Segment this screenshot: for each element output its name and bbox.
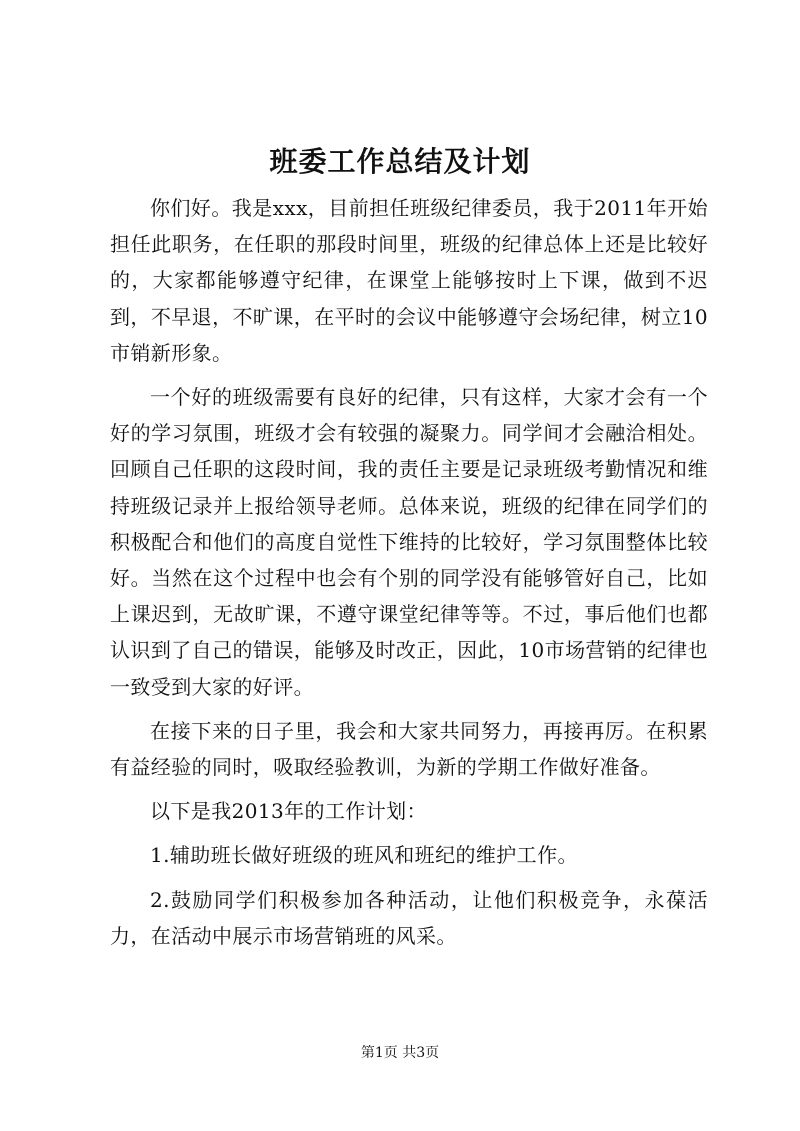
paragraph-plan-heading: 以下是我2013年的工作计划： <box>150 799 427 824</box>
paragraph-next-steps: 在接下来的日子里，我会和大家共同努力，再接再厉。在积累有益经验的同时，吸取经验教训，为新的学期工作做好准备。 <box>110 718 708 780</box>
plan-item-2: 2.鼓励同学们积极参加各种活动，让他们积极竞争，永葆活力，在活动中展示市场营销班的风采。 <box>110 887 708 948</box>
document-title: 班委工作总结及计划 <box>269 145 531 178</box>
plan-item-1: 1.辅助班长做好班级的班风和班纪的维护工作。 <box>150 843 578 868</box>
paragraph-introduction: 你们好。我是xxx，目前担任班级纪律委员，我于2011年开始担任此职务，在任职的那段时间里，班级的纪律总体上还是比较好的，大家都能够遵守纪律，在课堂上能够按时上下课，做到不迟到，不早退，不旷课，在平时的会议中能够遵守会场纪律，树立10市销新形象。 <box>110 196 708 365</box>
paragraph-discipline-review: 一个好的班级需要有良好的纪律，只有这样，大家才会有一个好的学习氛围，班级才会有较强的凝聚力。同学间才会融洽相处。回顾自己任职的这段时间，我的责任主要是记录班级考勤情况和维持班级记录并上报给领导老师。总体来说，班级的纪律在同学们的积极配合和他们的高度自觉性下维持的比较好，学习氛围整体比较好。当然在这个过程中也会有个别的同学没有能够管好自己，比如上课迟到，无故旷课，不遵守课堂纪律等等。不过，事后他们也都认识到了自己的错误，能够及时改正，因此，10市场营销的纪律也一致受到大家的好评。 <box>110 385 708 699</box>
page-indicator: 第1页 共3页 <box>360 1045 440 1061</box>
document-body <box>110 190 708 962</box>
